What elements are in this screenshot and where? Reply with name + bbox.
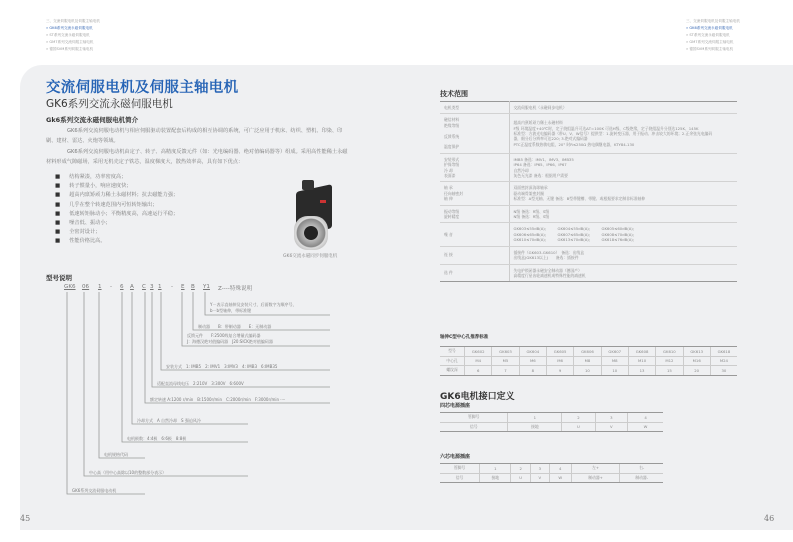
table-cell: 管脚号 [440,413,508,423]
model-label: b－b型轴伸，带标准键 [210,308,252,313]
table-row [440,347,737,357]
table-row [440,413,663,423]
spec-value: 双面密封深沟球轴承 [513,185,548,191]
spec-value-cell [509,246,737,264]
spec-value-cell [509,153,737,182]
spec-label: 温度保护 [444,144,460,150]
nav-item[interactable]: 三、交流伺服电机及伺服主轴电机 [46,19,100,23]
spec-label: 安装形式 [444,156,460,162]
table-cell: W [549,473,571,483]
spec-row [440,114,737,153]
spec-label: 旋转精度 [444,214,460,220]
model-label: 电机极数：4:4极 6:6极 8:8极 [127,436,187,441]
spec-value: N级 备选：R级、S级 [513,208,550,214]
table-cell: M16 [683,356,710,366]
nav-item[interactable]: » GM7系列交流伺服主轴电机 [686,40,734,44]
table-cell: GK610 [656,347,683,357]
spec-value: IP64 备选：IP65、IP66、IP67 [513,162,567,168]
noise-value: GK605≤60dB(A); [601,226,635,232]
table-cell: V [595,422,628,432]
table-cell: 3 [530,464,549,474]
table-cell: 2 [511,464,530,474]
model-heading: 型号说明 [46,274,72,282]
model-code-part: 6 [120,284,124,290]
table-row [440,366,737,376]
spec-value: PTC正温度系数热敏电阻，20° 时R≤250Ω 热电偶继电器，KTY84-130 [513,141,635,147]
noise-value: GK608≤70dB(A); [601,231,635,237]
spec-value: 驱动端骨架密封圈 [513,190,544,196]
spec-label: 连 接 [444,252,453,258]
nav-item[interactable]: 三、交流伺服电机及伺服主轴电机 [686,19,740,23]
model-code-part: A [130,284,134,290]
feature-item: ■ 结构紧凑，功率密度高； [55,173,178,182]
model-code-part: GK6 [64,284,76,290]
nav-item[interactable]: » GM7系列交流伺服主轴电机 [46,40,94,44]
table-cell: GK607 [601,347,628,357]
table-row [440,422,663,432]
table-cell: 信号 [440,473,480,483]
center-hole-table [440,346,737,376]
motor-caption: GK6交流永磁同步伺服电机 [283,254,338,259]
model-label: J：海德汉绝对值编码器 J20:SICK绝对值编码器 [187,339,273,344]
table-row [440,356,737,366]
feature-item: ■ 几乎在整个转速范围内可恒转矩输出； [55,201,178,210]
table-cell: 4 [628,413,663,423]
intro-heading: Gk6系列交流永磁伺服电机简介 [46,116,139,124]
feature-item: ■ 转子惯量小，响应速度快； [55,182,178,191]
spec-value-cell [509,205,737,223]
spec-label-cell [440,102,509,114]
table-cell: 螺纹深 [440,366,465,376]
spec-label-cell [440,153,509,182]
spec-value: 失电护锁闭器永磁安全制动器（德国产） [513,267,582,273]
spec-label: 绝缘等级 [444,122,460,128]
table-cell: 右- [620,464,663,474]
feature-item: ■ 低速转矩脉动小；平衡精度高，高速运行平稳； [55,210,178,219]
spec-label: 轴 承 [444,185,453,191]
spec-value: 标准型：A型光轴、无键 备选：B型带键槽、带键、或根据要求定制非标准轴伸 [513,196,646,202]
spec-value-cell [509,182,737,205]
model-code-part: - [171,284,174,290]
table-cell: 接地 [480,473,511,483]
model-code-part: 1 [158,284,162,290]
nav-item[interactable]: » 德国SVM系列伺服主轴电机 [686,47,734,51]
table-cell: 10 [601,366,628,376]
spec-value: 超高内禀矫顽力稀土永磁材料 [513,120,563,126]
page-number-right: 46 [764,514,775,523]
table-cell: GK605 [546,347,573,357]
spec-label: 护保等级 [444,162,460,168]
spec-value-cell [509,102,737,114]
spec-label: 径向轴密封 [444,190,463,196]
table-cell: M6 [519,356,546,366]
table-row [440,464,663,474]
spec-label-cell [440,182,509,205]
spec-label: 冷 却 [444,167,453,173]
spec-row [440,264,737,282]
table-cell: 4 [549,464,571,474]
table-cell: GK613 [683,347,710,357]
table-cell: GK606 [574,347,601,357]
table-cell: GK618 [710,347,737,357]
table-cell: 1 [508,413,562,423]
table-cell: 20 [683,366,710,376]
spec-value-cell [509,223,737,246]
model-label: 反馈元件 F:2500线复合增量式编码器 [187,333,261,338]
spec-value: 标准型：方波光电编码器（带U、V、W信号）提供型：1.旋转变压器，用于振动、冲击较大的环境；2.正余弦光电编码 [513,130,713,136]
model-label: 制动器 B：带制动器 E：无制动器 [198,324,272,329]
model-code-part: 3 [150,284,154,290]
spec-label: 振动等级 [444,208,460,214]
model-code-part: Z----特殊说明 [218,286,253,292]
model-code-part: C [142,284,146,290]
spec-label: 磁信材料 [444,117,460,123]
noise-value: GK606≤65dB(A); [513,231,547,237]
table-cell: V [530,473,549,483]
spec-value: 插接件（GK603-GK610） 备选：出线盒 [513,249,585,255]
table-cell: 型号 [440,347,465,357]
noise-value: GK604≤55dB(A); [557,226,591,232]
spec-value: 器，细分后分辨率可达220; 3.绝对式编码器 [513,136,588,142]
model-label: 冷却方式 A 自然冷却 S 强迫风冷 [137,418,201,423]
spec-label: 表面漆 [444,173,456,179]
table-cell: M8 [601,356,628,366]
table-cell: U [562,422,595,432]
spec-value: 出线盒(GK613以上) 备选：插接件 [513,255,579,261]
spec-label: 噪 音 [444,231,453,237]
table-cell: M4 [465,356,492,366]
model-label: 适配直流母线电压 2:210V 3:300V 6:600V [157,381,244,386]
model-label: 额定转速 A:1200 r/min B:1500r/min C:2000r/min F:3000r/min ···· [150,397,286,402]
table-cell: 10 [574,366,601,376]
noise-value: GK618≤76dB(A); [601,237,635,243]
noise-grid [514,226,734,242]
table-cell: 制动器+ [571,473,620,483]
table-cell: 13 [628,366,655,376]
model-code-part: - [110,284,113,290]
nav-item[interactable]: » GK6系列交流永磁伺服电机 [46,26,93,30]
spec-value: 灰色无光漆 备选：根据用户需要 [513,173,568,179]
noise-value: GK603≤55dB(A); [513,226,547,232]
page-subtitle: GK6系列交流永磁伺服电机 [46,98,173,110]
spec-row [440,246,737,264]
table-cell: 30 [710,366,737,376]
feature-item: ■ 超高内禀矫顽力稀土永磁材料；抗去磁能力强； [55,191,178,200]
model-code-part: Y1 [203,284,210,290]
nav-item[interactable]: » 德国SVM系列伺服主轴电机 [46,47,94,51]
spec-label: 选 件 [444,270,453,276]
table-cell: M24 [710,356,737,366]
table-cell: M8 [574,356,601,366]
table-cell: M5 [492,356,519,366]
intro-para-2: GK6系列交流伺服电动机由定子、转子、高精度反馈元件（如：光电编码器、绝对值编码器等）组成。采用高性能稀土永磁材料形成气隙磁场，采用无机壳定子铁芯，温度梯度大，散热效率高，具有如下优点： [46,149,348,165]
center-hole-heading: 轴伸C型中心孔推荐标准 [440,335,489,340]
table-cell: 2 [562,413,595,423]
table-cell: 1 [480,464,511,474]
model-label: 中心高（用中心高除以10的整数部分表示） [89,470,167,475]
spec-row [440,102,737,114]
table-cell: 9 [546,366,573,376]
table-cell: 8 [519,366,546,376]
interface-heading: GK6电机接口定义 [440,392,515,402]
model-code-part: 1 [98,284,102,290]
model-leader-line [67,292,145,494]
spec-label: 电机类型 [444,105,460,110]
model-label: GK6系列交流伺服电动机 [72,488,117,493]
spec-value-cell [509,264,737,282]
intro-para-1: GK6系列交流伺服电动机与相应伺服驱动装置配套后构成的相互协调的系统，可广泛应用于机床、纺织、塑机、印染、印刷、建材、雷达、火炮等领域。 [46,128,343,144]
noise-value: GK610≤70dB(A); [513,237,547,243]
spec-label-cell [440,223,509,246]
table-cell: M6 [546,356,573,366]
table-row [440,473,663,483]
four-core-heading: 四芯电源插座 [440,403,471,409]
table-cell: 15 [656,366,683,376]
table-cell: W [628,422,663,432]
spec-value: 高精度行星齿轮减速机或特殊性能的减速机 [513,272,586,278]
table-cell: 左+ [571,464,620,474]
table-cell: M12 [656,356,683,366]
spec-row [440,205,737,223]
spec-label-cell [440,246,509,264]
noise-value: GK613≤70dB(A); [557,237,591,243]
table-cell: 接地 [508,422,562,432]
nav-item[interactable]: » ST系列交流永磁伺服电机 [686,33,730,37]
model-label: 安装方式 1: IMB5 2: IMV1 3:IMV3 4: IMB3 6:IMB35 [166,364,278,369]
spec-row [440,182,737,205]
page-number-left: 45 [20,514,31,523]
four-core-table [440,412,663,432]
table-cell: M10 [628,356,655,366]
table-cell: 3 [595,413,628,423]
table-cell: 中心孔 [440,356,465,366]
table-cell: GK602 [465,347,492,357]
page-title: 交流伺服电机及伺服主轴电机 [46,80,239,96]
table-cell: 信号 [440,422,508,432]
nav-item[interactable]: » GK6系列交流永磁伺服电机 [686,26,733,30]
table-cell: GK608 [628,347,655,357]
table-cell: 管脚号 [440,464,480,474]
table-cell: U [511,473,530,483]
spec-value: 交流伺服电机（永磁同步电机） [513,105,567,110]
table-cell: GK603 [492,347,519,357]
spec-value-cell [509,114,737,153]
spec-value: F级 环境温度+40℃时，定子绕组温升可达ΔT=100K 可选H级、C级绝缘，定子绕组温升分别达125K、145K [513,125,699,131]
spec-value: N级 备选：R级、S级 [513,214,550,220]
six-core-table [440,463,663,483]
table-cell: 6 [465,366,492,376]
spec-value: IMB5 备选：IMV1、IMV3、IMB35 [513,156,574,162]
feature-item: ■ 全密封设计； [55,228,178,237]
nav-item[interactable]: » ST系列交流永磁伺服电机 [46,33,90,37]
model-code-part: E [181,284,185,290]
spec-label-cell [440,264,509,282]
feature-item: ■ 性能价格比高。 [55,237,178,246]
table-cell: 制动器- [620,473,663,483]
model-code-part: B [191,284,195,290]
spec-label: 轴 伸 [444,196,453,202]
table-cell: GK604 [519,347,546,357]
table-cell: 7 [492,366,519,376]
spec-label-cell [440,114,509,153]
model-label: Y－表示直轴伸及安装尺寸，后面数字为顺序号， [210,302,297,307]
feature-item: ■ 噪音低、振动小； [55,219,178,228]
model-code-part: 06 [82,284,90,290]
spec-value: 自然冷却 [513,167,529,173]
model-label: 电机规格代码 [104,452,128,457]
spec-row [440,153,737,182]
tech-heading: 技术范围 [440,90,468,98]
tech-spec-table [440,101,737,282]
spec-label: 反馈系统 [444,133,460,139]
spec-label-cell [440,205,509,223]
noise-value: GK607≤65dB(A); [557,231,591,237]
six-core-heading: 六芯电源插座 [440,454,471,460]
spec-row [440,223,737,246]
